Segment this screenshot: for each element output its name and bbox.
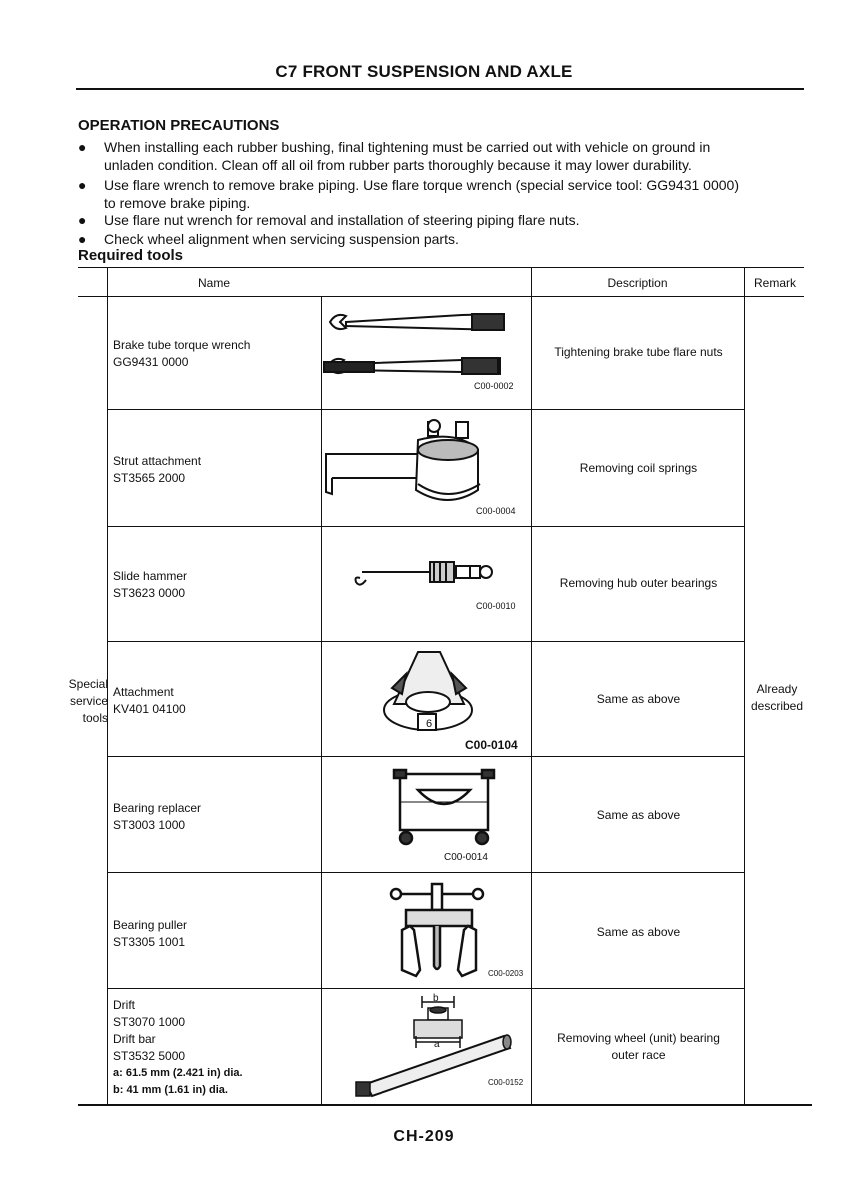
tool-description: Removing hub outer bearings xyxy=(559,576,718,590)
header-description: Description xyxy=(607,276,668,290)
page-title: C7 FRONT SUSPENSION AND AXLE xyxy=(275,62,573,81)
required-tools-heading: Required tools xyxy=(78,247,184,264)
tool-description: Same as above xyxy=(596,925,681,939)
dimension-b-label: b xyxy=(433,993,439,1004)
tool-name: Slide hammer ST3623 0000 xyxy=(113,569,188,600)
tool-description: Same as above xyxy=(596,808,681,822)
bullet-icon: ● xyxy=(78,139,87,155)
bullet-icon: ● xyxy=(78,231,87,247)
remark-text: Already described xyxy=(750,682,804,713)
bullet-icon: ● xyxy=(78,177,87,193)
bearing-replacer-icon xyxy=(322,760,530,850)
figure-code: C00-0152 xyxy=(488,1078,524,1087)
tool-name: Strut attachment ST3565 2000 xyxy=(113,454,202,485)
tool-description: Removing coil springs xyxy=(579,461,698,475)
svg-text:6: 6 xyxy=(426,718,433,730)
tool-description: Same as above xyxy=(596,692,681,706)
figure-code: C00-0010 xyxy=(476,601,516,611)
operation-precautions-heading: OPERATION PRECAUTIONS xyxy=(78,117,280,134)
header-name: Name xyxy=(197,276,230,290)
bearing-puller-icon xyxy=(322,876,530,984)
bullet-icon: ● xyxy=(78,212,87,228)
figure-code: C00-0104 xyxy=(465,738,518,752)
tool-name: Attachment KV401 04100 xyxy=(113,685,186,716)
tool-name: Bearing puller ST3305 1001 xyxy=(113,918,188,949)
figure-code: C00-0002 xyxy=(474,381,514,391)
figure-code: C00-0004 xyxy=(476,506,516,516)
attachment-icon xyxy=(322,644,530,738)
title-rule xyxy=(76,88,804,90)
tool-description: Removing wheel (unit) bearing outer race xyxy=(557,1031,720,1062)
tool-name: Bearing replacer ST3003 1000 xyxy=(113,801,202,832)
dimension-a-label: a xyxy=(434,1039,440,1050)
tool-description: Tightening brake tube flare nuts xyxy=(554,345,723,359)
category-label: Special service tools xyxy=(68,677,108,725)
tool-name: Brake tube torque wrench GG9431 0000 xyxy=(113,338,251,369)
header-remark: Remark xyxy=(753,276,796,290)
figure-code: C00-0203 xyxy=(488,969,524,978)
tool-name: Drift ST3070 1000 Drift bar ST3532 5000 a: 61.5 mm (2.421 in) dia. b: 41 mm (1.61 in) dia. xyxy=(113,998,243,1096)
page-number: CH-209 xyxy=(393,1128,455,1145)
figure-code: C00-0014 xyxy=(444,852,488,863)
